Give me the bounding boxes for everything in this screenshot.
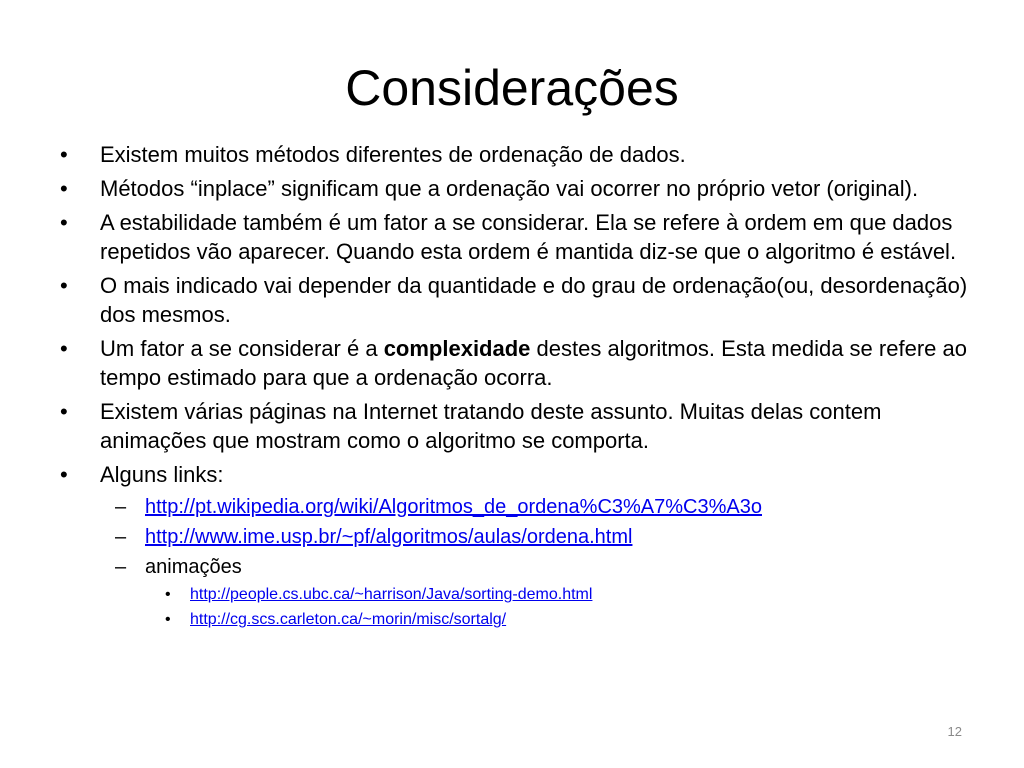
bullet-text: O mais indicado vai depender da quantidade e do grau de ordenação(ou, desordenação) dos mesmos. [100,273,968,327]
ubc-sorting-demo-link[interactable]: http://people.cs.ubc.ca/~harrison/Java/sorting-demo.html [190,586,593,603]
bullet-text: Existem muitos métodos diferentes de ordenação de dados. [100,142,686,167]
animations-label: animações [145,556,242,578]
sub-sub-bullet-marker: • [165,586,171,603]
carleton-sortalg-link[interactable]: http://cg.scs.carleton.ca/~morin/misc/sortalg/ [190,611,507,628]
bullet-text: Métodos “inplace” significam que a ordenação vai ocorrer no próprio vetor (original). [100,176,919,201]
sub-bullet-item [60,494,970,520]
bullet-item [60,460,970,489]
bullet-marker: • [60,399,68,424]
sub-bullet-marker: – [115,496,127,518]
sub-bullet-item [60,524,970,550]
sub-sub-bullet-item [60,584,970,606]
bullet-item [60,271,970,329]
bullet-item [60,334,970,392]
bullet-text: A estabilidade também é um fator a se considerar. Ela se refere à ordem em que dados repetidos vão aparecer. Quando esta ordem é mantida diz-se que o algoritmo é estável. [100,210,957,264]
sub-sub-bullet-item [60,609,970,631]
bullet-item [60,397,970,455]
bullet-text: Existem várias páginas na Internet tratando deste assunto. Muitas delas contem animações que mostram como o algoritmo se comporta. [100,399,882,453]
bullet-item [60,140,970,169]
page-number: 12 [947,724,962,739]
slide-content [60,140,970,634]
bullet-item [60,208,970,266]
bullet-item [60,174,970,203]
bullet-marker: • [60,336,68,361]
bullet-text-after: destes algoritmos. Esta medida se refere ao tempo estimado para que a ordenação ocorra. [100,336,967,390]
bullet-text: Alguns links: [100,462,224,487]
bullet-text [100,336,967,390]
bullet-marker: • [60,462,68,487]
bullet-marker: • [60,273,68,298]
sub-bullet-marker: – [115,526,127,548]
bold-term: complexidade [383,336,531,361]
bullet-text-before: Um fator a se considerar é a [100,336,384,361]
bullet-marker: • [60,142,68,167]
wikipedia-link[interactable]: http://pt.wikipedia.org/wiki/Algoritmos_de_ordena%C3%A7%C3%A3o [145,496,762,518]
sub-bullet-marker: – [115,556,127,578]
bullet-marker: • [60,176,68,201]
sub-sub-bullet-marker: • [165,611,171,628]
ime-usp-link[interactable]: http://www.ime.usp.br/~pf/algoritmos/aulas/ordena.html [145,526,633,548]
sub-bullet-item [60,554,970,580]
slide-title: Considerações [345,60,679,116]
bullet-marker: • [60,210,68,235]
